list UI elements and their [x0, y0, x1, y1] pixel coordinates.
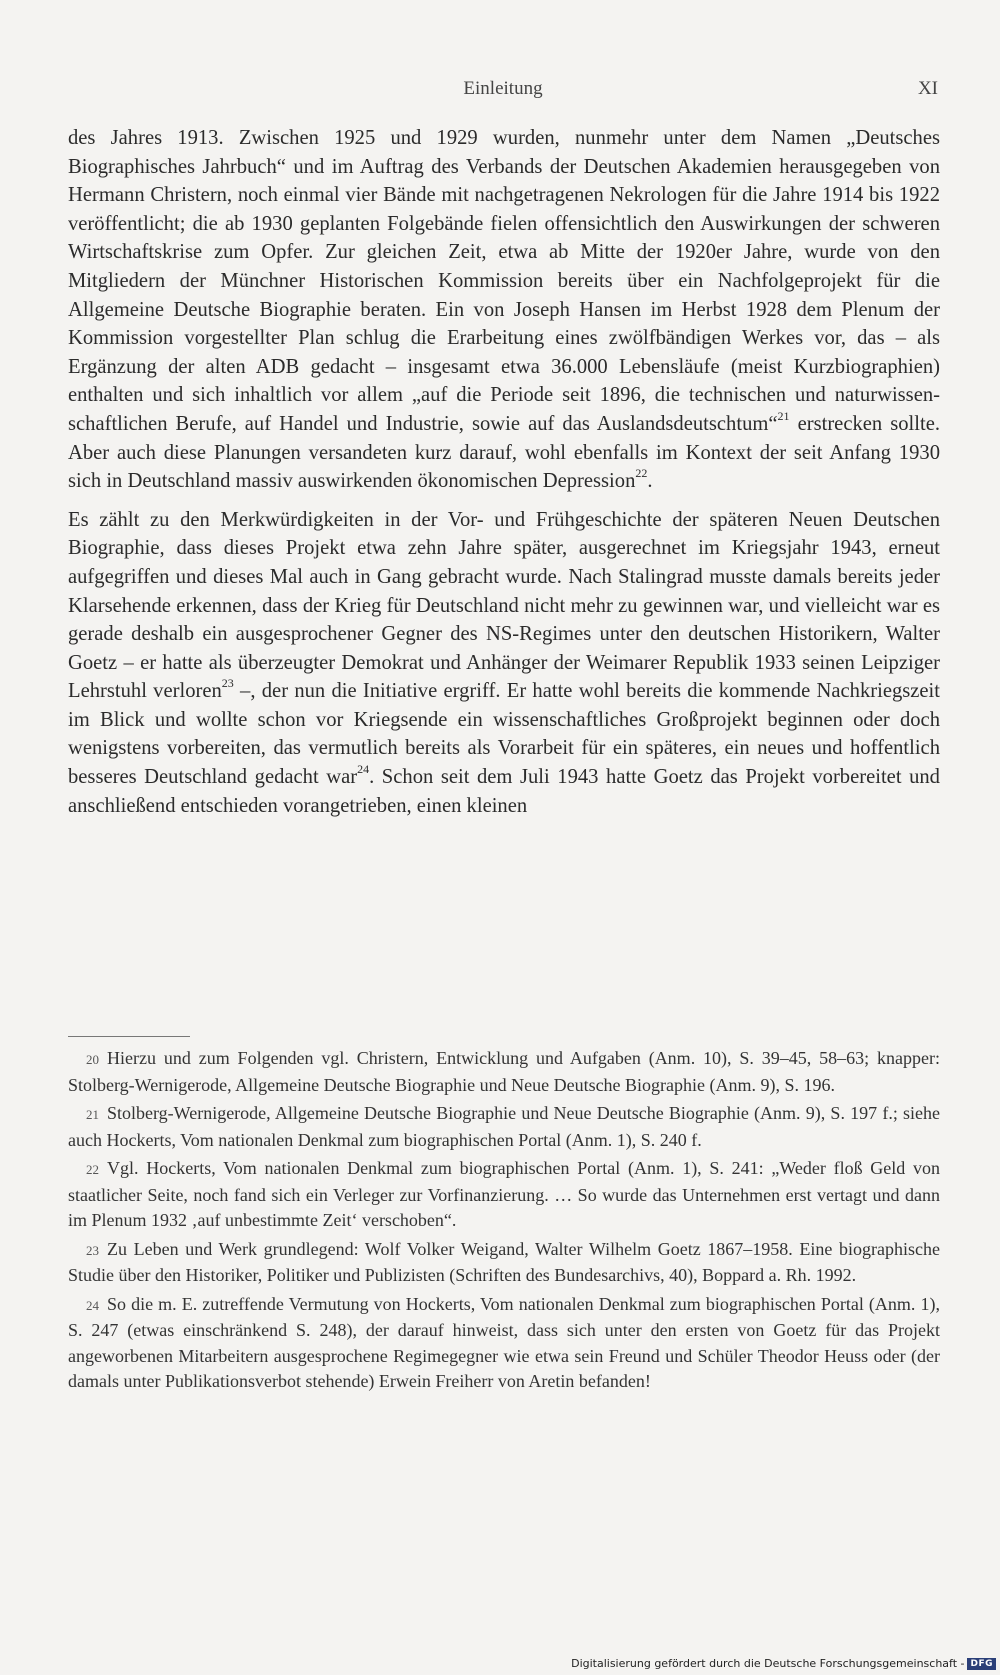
footnote-20 [68, 1046, 940, 1098]
footnote-number: 21 [86, 1107, 99, 1122]
paragraph-2-part-c: . Schon seit dem Juli 1943 hatte Goetz das Projekt vorbereitet und anschließend entschieden vorangetrieben, einen kleinen [68, 766, 940, 817]
running-head [68, 78, 938, 106]
paragraph-2-part-a: Es zählt zu den Merkwürdigkeiten in der Vor- und Frühgeschichte der späteren Neuen Deutschen Biographie, dass dieses Projekt etwa zehn Jahre später, ausgerechnet im Kriegsjahr 1943, erneut aufgegriffen und dieses Mal auch in Gang gebracht wurde. Nach Stalingrad musste damals bereits jeder Klarsehende erkennen, dass der Krieg für Deutschland nicht mehr zu gewinnen war, und vielleicht war es gerade deshalb ein ausgesprochener Gegner des NS-Regimes unter den deutschen Historikern, Walter Goetz – er hatte als überzeugter Demokrat und Anhänger der Weimarer Republik 1933 seinen Leipziger Lehrstuhl verloren [68, 508, 940, 703]
footnote-text: Stolberg-Wernigerode, Allgemeine Deutsche Biographie und Neue Deutsche Biographie (Anm. 9), S. 197 f.; siehe auch Hockerts, Vom nationalen Denkmal zum biographischen Portal (Anm. 1), S. 240 f. [68, 1103, 940, 1150]
footnote-number: 22 [86, 1162, 99, 1177]
footnote-text: Zu Leben und Werk grundlegend: Wolf Volker Weigand, Walter Wilhelm Goetz 1867–1958. Eine biographische Studie über den Historiker, Politiker und Publizisten (Schriften des Bundesarchivs, 40), Boppard a. Rh. 1992. [68, 1238, 940, 1285]
footnote-22 [68, 1156, 940, 1234]
footnote-21 [68, 1101, 940, 1153]
paragraph-1 [68, 124, 940, 496]
running-head-title: Einleitung [463, 78, 543, 99]
footnote-ref-22[interactable]: 22 [635, 466, 648, 481]
footnote-24 [68, 1292, 940, 1395]
footnote-number: 24 [86, 1297, 99, 1313]
paragraph-2-part-b: –, der nun die Initiative ergriff. Er hatte wohl bereits die kommende Nachkriegszeit im Blick und wollte schon vor Kriegsende ein wissenschaftliches Großprojekt beginnen oder doch wenigstens vorbereiten, das vermutlich bereits als Vorarbeit für ein späteres, ein neues und hoffentlich besseres Deutschland gedacht war [68, 680, 940, 789]
footnote-divider [68, 1036, 190, 1037]
footnote-ref-24[interactable]: 24 [357, 762, 370, 777]
footnote-ref-21[interactable]: 21 [777, 409, 790, 424]
footnote-23 [68, 1237, 940, 1289]
footnote-number: 20 [86, 1052, 99, 1067]
digitization-credit [571, 1657, 996, 1670]
paragraph-1-part-b: erstrecken sollte. Aber auch diese Planungen versandeten kurz darauf, wohl ebenfalls im Kontext der seit Anfang 1930 sich in Deutschland massiv auswirkenden ökonomischen Depression [68, 412, 941, 493]
footnote-ref-23[interactable]: 23 [221, 676, 234, 691]
main-text [68, 124, 940, 820]
footnote-number: 23 [86, 1242, 99, 1258]
dfg-logo-icon: DFG [967, 1658, 996, 1670]
paragraph-1-part-c: . [647, 470, 653, 493]
footnote-text: Vgl. Hockerts, Vom nationalen Denkmal zum biographischen Portal (Anm. 1), S. 241: „Weder floß Geld von staatlicher Seite, noch fand sich ein Verleger zur Vorfinanzierung. … So wurde das Unternehmen erst vertagt und dann im Plenum 1932 ‚auf unbestimmte Zeit‘ verschoben“. [68, 1158, 940, 1230]
paragraph-2 [68, 506, 940, 821]
page-number: XI [917, 78, 938, 99]
paragraph-1-part-a: des Jahres 1913. Zwischen 1925 und 1929 wurden, nunmehr unter dem Namen „Deutsches Biographisches Jahrbuch“ und im Auftrag des Verbands der Deutschen Akademien herausgegeben von Hermann Christern, noch einmal vier Bände mit nachgetragenen Nekrologen für die Jahre 1914 bis 1922 veröffentlicht; die ab 1930 geplanten Folgebände fielen offensichtlich den Auswirkungen der schweren Wirtschaftskrise zum Opfer. Zur gleichen Zeit, etwa ab Mitte der 1920er Jahre, wurde von den Mitgliedern der Münchner Historischen Kommission bereits über ein Nachfolgeprojekt für die Allgemeine Deutsche Biographie beraten. Ein von Joseph Hansen im Herbst 1928 dem Plenum der Kommission vorgestellter Plan schlug die Erarbeitung eines zwölfbändigen Werkes vor, das – als Ergänzung der alten ADB gedacht – insgesamt etwa 36.000 Lebensläufe (meist Kurzbiographien) enthalten und sich inhaltlich vor allem „auf die Periode seit 1896, die technischen und naturwissenschaftlichen Berufe, auf Handel und Industrie, sowie auf das Auslandsdeutschtum“ [68, 127, 940, 435]
footnote-text: Hierzu und zum Folgenden vgl. Christern, Entwicklung und Aufgaben (Anm. 10), S. 39–45, 58–63; knapper: Stolberg-Wernigerode, Allgemeine Deutsche Biographie und Neue Deutsche Biographie (Anm. 9), S. 196. [68, 1048, 940, 1095]
credit-text: Digitalisierung gefördert durch die Deutsche Forschungsgemeinschaft - [571, 1657, 965, 1670]
footnote-text: So die m. E. zutreffende Vermutung von Hockerts, Vom nationalen Denkmal zum biographischen Portal (Anm. 1), S. 247 (etwas einschränkend S. 248), der darauf hinweist, dass sich unter den ersten von Goetz für das Projekt angeworbenen Mitarbeitern ausgesprochene Regimegegner wie etwa sein Freund und Schüler Theodor Heuss oder (der damals unter Publikationsverbot stehende) Erwein Freiherr von Aretin befanden! [68, 1293, 940, 1391]
footnotes [68, 1046, 940, 1395]
